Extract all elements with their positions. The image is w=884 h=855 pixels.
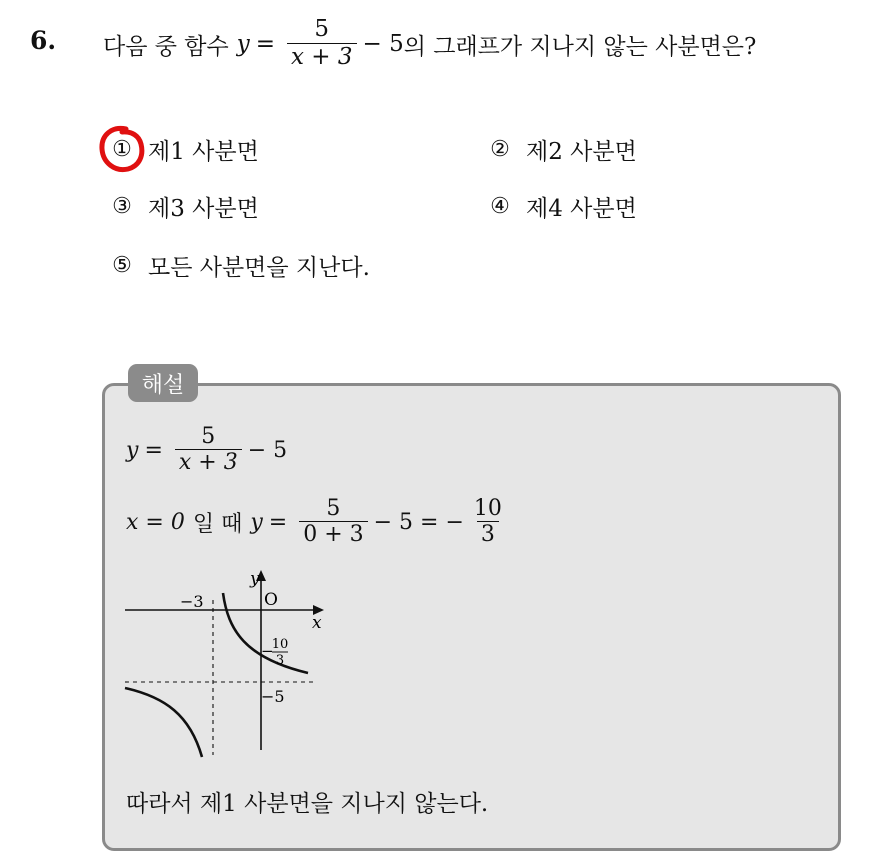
graph-asymptote-x-label: −3: [180, 592, 204, 611]
choice-2-mark: ②: [490, 137, 510, 162]
question-equals: =: [255, 31, 275, 57]
curves: [125, 593, 308, 757]
sol1-tail: − 5: [247, 437, 288, 463]
choice-4-mark: ④: [490, 194, 510, 219]
asymptotes: [125, 600, 315, 755]
choice-2[interactable]: [486, 133, 637, 166]
choice-3-text: 제3 사분면: [148, 196, 259, 222]
graph-intercept-den: 3: [275, 653, 285, 668]
question-frac-num: 5: [314, 16, 330, 43]
sol2-den: 0 + 3: [299, 521, 367, 548]
solution-line-2: [126, 490, 512, 554]
choice-1-text: 제1 사분면: [148, 139, 259, 165]
choice-3[interactable]: [108, 190, 259, 223]
curve-left-branch: [125, 688, 202, 757]
question-number: 6.: [30, 26, 57, 55]
graph-intercept-minus: −: [261, 642, 274, 660]
sol2-y-var: y: [250, 509, 263, 535]
graph-origin-label: O: [264, 590, 278, 610]
solution-tag: 해설: [128, 364, 198, 402]
sol1-y-var: y: [126, 437, 139, 463]
question-y-var: y: [236, 31, 250, 57]
sol2-equals: =: [268, 509, 288, 535]
question-after-frac: − 5: [362, 31, 404, 57]
hyperbola-graph: [120, 565, 340, 765]
graph-x-label: x: [312, 613, 322, 633]
choice-5[interactable]: [108, 249, 370, 282]
graph-y-label: y: [250, 569, 260, 589]
sol1-num: 5: [201, 423, 216, 449]
question-frac-den: x + 3: [287, 43, 357, 72]
choice-4-text: 제4 사분면: [526, 196, 637, 222]
choice-4[interactable]: [486, 190, 637, 223]
choice-1-mark: ①: [112, 137, 132, 162]
selection-circle-icon: [96, 122, 152, 178]
sol2-x-eq: x = 0: [126, 509, 185, 535]
question-suffix: 의 그래프가 지나지 않는 사분면은?: [403, 33, 757, 60]
sol2-text: 일 때: [192, 511, 243, 537]
choice-5-mark: ⑤: [112, 253, 132, 278]
graph-asymptote-y-label: −5: [261, 687, 285, 706]
question-fraction: [287, 16, 357, 71]
sol2-num: 5: [326, 495, 341, 521]
sol1-den: x + 3: [175, 449, 242, 476]
question-prefix: 다음 중 함수: [103, 33, 229, 60]
sol2-den2: 3: [477, 521, 499, 548]
sol2-fraction-2: [470, 496, 506, 549]
solution-line-1: [126, 418, 287, 482]
question-text: [103, 12, 756, 76]
axes: [125, 575, 320, 750]
sol2-mid: − 5 = −: [373, 509, 464, 535]
choice-3-mark: ③: [112, 194, 132, 219]
graph-intercept-num: 10: [271, 637, 289, 652]
sol1-equals: =: [144, 437, 163, 463]
choice-2-text: 제2 사분면: [526, 139, 637, 165]
sol1-fraction: [175, 424, 242, 477]
sol2-fraction-1: [299, 496, 367, 549]
choice-5-text: 모든 사분면을 지난다.: [148, 255, 370, 281]
sol2-num2: 10: [473, 495, 502, 521]
solution-conclusion: 따라서 제1 사분면을 지나지 않는다.: [126, 791, 489, 817]
